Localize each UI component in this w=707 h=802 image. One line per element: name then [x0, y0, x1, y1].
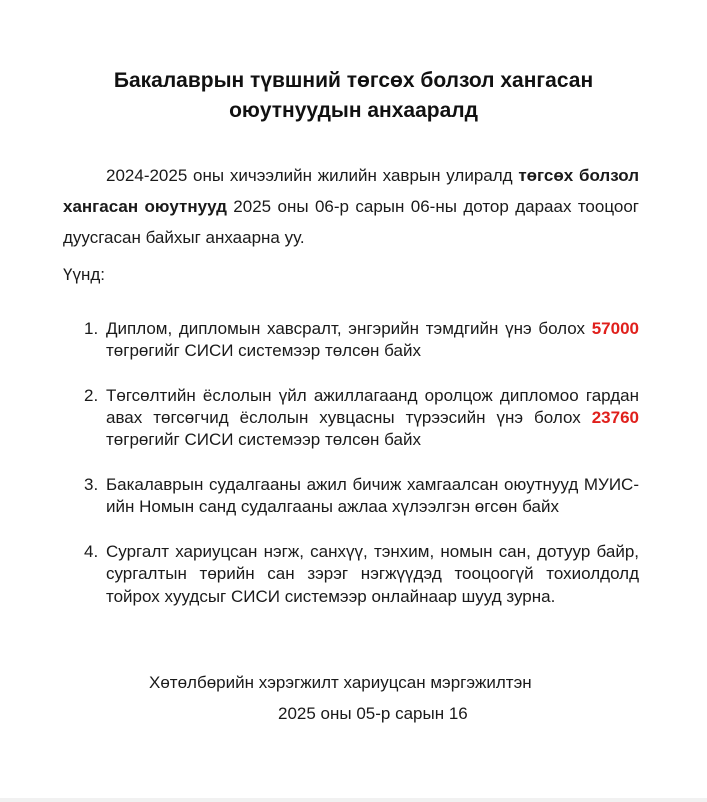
list-item: [63, 318, 639, 363]
list-item-number: 1.: [84, 319, 99, 338]
list-item-text: Диплом, дипломын хавсралт, энгэрийн тэмдгийн үнэ болох: [106, 319, 592, 338]
list-item: [63, 541, 639, 608]
intro-bold-text: төгсөх болзол хангасан оюутнууд: [63, 166, 639, 216]
list-item-number: 3.: [84, 475, 99, 495]
intro-text-1: 2024-2025 оны хичээлийн жилийн хаврын улиралд: [106, 166, 519, 185]
list-item-text: Сургалт хариуцсан нэгж, санхүү, тэнхим, номын сан, дотуур байр, сургалтын төрийн сан зэрэг нэгжүүдэд тооцоогүй тохиолдолд тойрох хуудсыг СИСИ системээр онлайнаар шууд зурна.: [106, 541, 639, 606]
intro-paragraph: [63, 160, 639, 253]
requirements-list: [63, 318, 639, 630]
amount-highlight: 57000: [591, 319, 639, 338]
amount-highlight: 23760: [591, 408, 639, 428]
list-item-text: Төгсөлтийн ёслолын үйл ажиллагаанд оролцож дипломоо гардан авах төгсөгчид ёслолын хувцасны түрээсийн үнэ болох: [106, 385, 639, 428]
page-bottom-divider: [0, 798, 707, 802]
intro-text-2: 2025 оны 06-р сарын 06-ны дотор дараах тооцоог дуусгасан байхыг анхаарна уу.: [63, 197, 639, 247]
list-item: [63, 385, 639, 452]
page-title: [40, 66, 667, 126]
signature-title: Хөтөлбөрийн хэрэгжилт хариуцсан мэргэжилтэн: [149, 673, 532, 692]
list-item-number: 4.: [84, 541, 99, 561]
list-item-number: 2.: [84, 385, 99, 405]
page-title-line-1: Бакалаврын түвшний төгсөх болзол хангасан: [113, 69, 594, 92]
list-item-text: төгрөгийг СИСИ системээр төлсөн байх: [106, 430, 421, 450]
list-item: [63, 474, 639, 519]
list-item-text: Бакалаврын судалгааны ажил бичиж хамгаалсан оюутнууд МУИС-ийн Номын санд судалгааны ажлаа хүлээлгэн өгсөн байх: [106, 475, 639, 517]
page-title-line-2: оюутнуудын анхааралд: [229, 99, 478, 122]
signature-date: 2025 оны 05-р сарын 16: [278, 704, 468, 723]
list-item-text: төгрөгийг СИСИ системээр төлсөн байх: [106, 341, 421, 361]
list-label: Үүнд:: [63, 265, 105, 284]
